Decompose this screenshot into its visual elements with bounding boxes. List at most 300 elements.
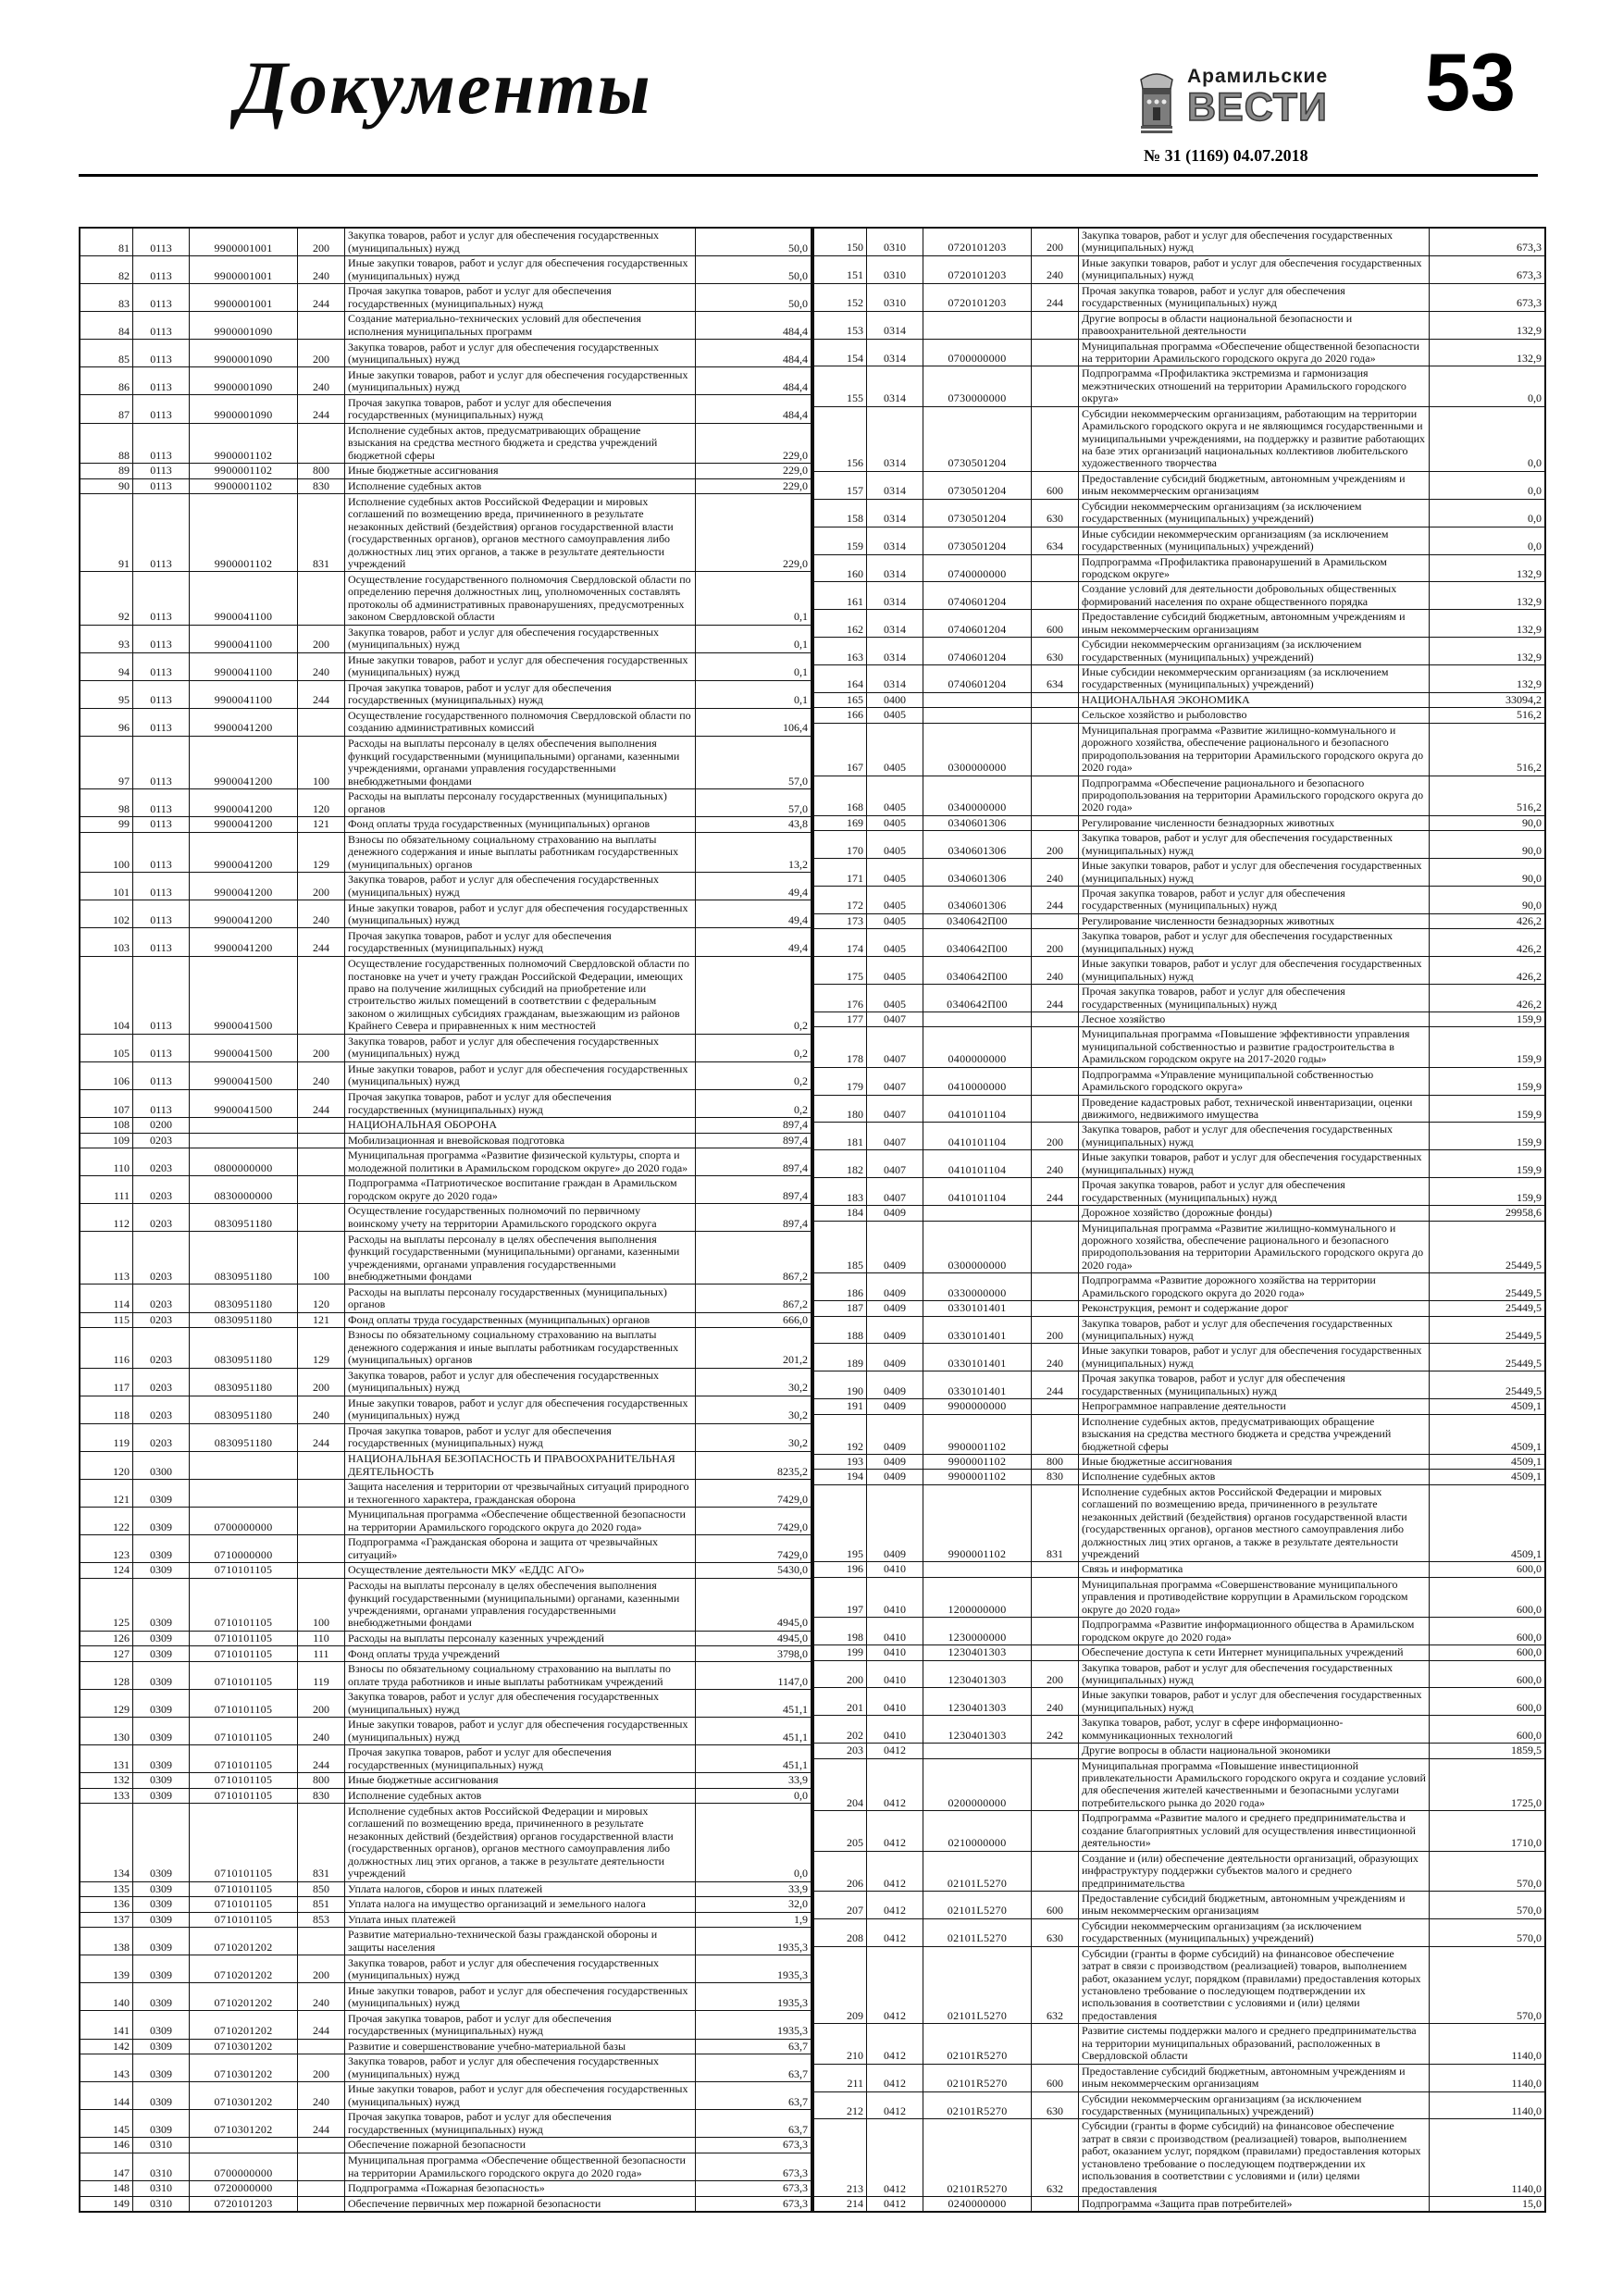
amount: 673,3 [1430, 228, 1546, 255]
row-number: 95 [80, 680, 133, 708]
expense-description: Подпрограмма «Развитие дорожного хозяйства на территории Арамильского городского округа до 2020 года» [1079, 1273, 1430, 1301]
target-item-code: 02101L5270 [923, 1891, 1032, 1918]
expense-type-code: 244 [1032, 1371, 1079, 1399]
target-item-code: 9900001102 [190, 478, 298, 494]
row-number: 175 [813, 957, 867, 985]
row-number: 91 [80, 494, 133, 572]
amount: 132,9 [1430, 582, 1546, 610]
row-number: 97 [80, 736, 133, 788]
expense-type-code: 200 [298, 873, 345, 900]
target-item-code: 0720101203 [190, 2196, 298, 2212]
amount: 201,2 [696, 1328, 812, 1369]
target-item-code [190, 1479, 298, 1507]
expense-type-code [298, 423, 345, 464]
target-item-code: 0210000000 [923, 1811, 1032, 1851]
expense-type-code [1032, 311, 1079, 339]
amount: 0,1 [696, 652, 812, 680]
section-code: 0309 [133, 1646, 190, 1662]
target-item-code: 0710101105 [190, 1773, 298, 1789]
target-item-code: 0710101105 [190, 1563, 298, 1579]
target-item-code: 0410101104 [923, 1123, 1032, 1150]
row-number: 180 [813, 1095, 867, 1123]
row-number: 208 [813, 1918, 867, 1946]
target-item-code [923, 1011, 1032, 1026]
target-item-code: 0700000000 [923, 339, 1032, 366]
section-code: 0309 [133, 1912, 190, 1928]
table-row [80, 1328, 812, 1369]
expense-description: Субсидии некоммерческим организациям (за исключением государственных (муниципальных) учреждений) [1079, 499, 1430, 527]
section-code: 0410 [867, 1562, 923, 1577]
row-number: 83 [80, 284, 133, 312]
expense-type-code [298, 1176, 345, 1204]
table-row [813, 1577, 1545, 1617]
table-row [80, 789, 812, 817]
expense-type-code [298, 1117, 345, 1133]
amount: 159,9 [1430, 1027, 1546, 1067]
expense-description: Исполнение судебных актов, предусматривающих обращение взыскания на средства местного бюджета и средства учреждений бюджетной сферы [345, 423, 696, 464]
expense-type-code: 600 [1032, 471, 1079, 499]
row-number: 165 [813, 692, 867, 707]
expense-description: Закупка товаров, работ и услуг для обеспечения государственных (муниципальных) нужд [345, 2054, 696, 2082]
expense-type-code: 200 [1032, 929, 1079, 957]
row-number: 206 [813, 1851, 867, 1891]
section-code: 0412 [867, 1744, 923, 1758]
section-code: 0412 [867, 2119, 923, 2197]
target-item-code: 0710101105 [190, 1912, 298, 1928]
expense-type-code: 244 [1032, 1178, 1079, 1206]
expense-description: Иные закупки товаров, работ и услуг для обеспечения государственных (муниципальных) нужд [345, 900, 696, 928]
section-code: 0113 [133, 284, 190, 312]
section-code: 0200 [133, 1117, 190, 1133]
row-number: 119 [80, 1423, 133, 1451]
table-row [813, 2064, 1545, 2091]
table-row [80, 1578, 812, 1631]
expense-description: Предоставление субсидий бюджетным, автономным учреждениям и иным некоммерческим организациям [1079, 1891, 1430, 1918]
table-row [80, 2082, 812, 2110]
table-row [80, 817, 812, 833]
expense-type-code [298, 2138, 345, 2153]
target-item-code [190, 1451, 298, 1479]
target-item-code: 1230401303 [923, 1716, 1032, 1744]
table-row [813, 1484, 1545, 1562]
target-item-code: 0740000000 [923, 554, 1032, 582]
target-item-code: 9900041500 [190, 1089, 298, 1117]
amount: 159,9 [1430, 1178, 1546, 1206]
amount: 7429,0 [696, 1508, 812, 1535]
expense-type-code: 121 [298, 817, 345, 833]
target-item-code: 9900041200 [190, 832, 298, 873]
amount: 0,1 [696, 625, 812, 652]
expense-description: Подпрограмма «Защита прав потребителей» [1079, 2197, 1430, 2213]
amount: 50,0 [696, 228, 812, 256]
amount: 1140,0 [1430, 2091, 1546, 2119]
target-item-code: 0410000000 [923, 1067, 1032, 1095]
section-code: 0407 [867, 1150, 923, 1178]
section-code: 0113 [133, 652, 190, 680]
amount: 63,7 [696, 2054, 812, 2082]
amount: 600,0 [1430, 1577, 1546, 1617]
expense-description: Исполнение судебных актов Российской Федерации и мировых соглашений по возмещению вреда, причиненного в результате незаконных действий (бездействия) органов государственной власти (государственных органов), органов местного самоуправления либо должностных лиц этих органов, а также в результате деятельности учреждений [1079, 1484, 1430, 1562]
amount: 8235,2 [696, 1451, 812, 1479]
row-number: 213 [813, 2119, 867, 2197]
amount: 1140,0 [1430, 2024, 1546, 2064]
expense-type-code: 634 [1032, 527, 1079, 554]
target-item-code: 0330101401 [923, 1301, 1032, 1316]
expense-type-code [1032, 1562, 1079, 1577]
table-row [813, 1206, 1545, 1221]
target-item-code: 9900001102 [190, 494, 298, 572]
expense-description: Исполнение судебных актов, предусматривающих обращение взыскания на средства местного бюджета и средства учреждений бюджетной сферы [1079, 1414, 1430, 1454]
expense-type-code: 244 [1032, 887, 1079, 914]
row-number: 96 [80, 708, 133, 736]
row-number: 173 [813, 913, 867, 928]
row-number: 89 [80, 464, 133, 479]
expense-description: Субсидии некоммерческим организациям (за исключением государственных (муниципальных) учреждений) [1079, 2091, 1430, 2119]
section-code: 0409 [867, 1221, 923, 1273]
expense-description: Иные закупки товаров, работ и услуг для обеспечения государственных (муниципальных) нужд [1079, 957, 1430, 985]
amount: 57,0 [696, 789, 812, 817]
expense-description: Субсидии некоммерческим организациям (за исключением государственных (муниципальных) учреждений) [1079, 638, 1430, 665]
expense-description: Иные бюджетные ассигнования [1079, 1454, 1430, 1469]
amount: 1140,0 [1430, 2119, 1546, 2197]
expense-description: Прочая закупка товаров, работ и услуг для обеспечения государственных (муниципальных) нужд [1079, 985, 1430, 1012]
expense-description: Иные закупки товаров, работ и услуг для обеспечения государственных (муниципальных) нужд [1079, 859, 1430, 887]
target-item-code: 0710301202 [190, 2039, 298, 2054]
row-number: 163 [813, 638, 867, 665]
section-code: 0309 [133, 1773, 190, 1789]
table-row [80, 1631, 812, 1646]
target-item-code: 0830951180 [190, 1328, 298, 1369]
expense-type-code: 120 [298, 1285, 345, 1312]
section-code: 0309 [133, 1508, 190, 1535]
table-row [80, 2196, 812, 2212]
section-code: 0409 [867, 1454, 923, 1469]
target-item-code: 0730501204 [923, 471, 1032, 499]
expense-type-code [298, 572, 345, 625]
table-row [80, 2039, 812, 2054]
amount: 132,9 [1430, 610, 1546, 638]
target-item-code: 0330000000 [923, 1273, 1032, 1301]
row-number: 118 [80, 1396, 133, 1423]
amount: 25449,5 [1430, 1301, 1546, 1316]
amount: 1140,0 [1430, 2064, 1546, 2091]
table-row [80, 1955, 812, 1983]
expense-description: Закупка товаров, работ, услуг в сфере информационно-коммуникационных технологий [1079, 1716, 1430, 1744]
amount: 0,1 [696, 680, 812, 708]
row-number: 204 [813, 1758, 867, 1811]
table-row [813, 471, 1545, 499]
amount: 229,0 [696, 478, 812, 494]
expense-type-code: 244 [298, 1089, 345, 1117]
row-number: 198 [813, 1618, 867, 1645]
row-number: 177 [813, 1011, 867, 1026]
expense-description: Расходы на выплаты персоналу в целях обеспечения выполнения функций государственными (муниципальными) органами, казенными учреждениями, органами управления государственными внебюджетными фондами [345, 736, 696, 788]
table-row [80, 956, 812, 1034]
section-code: 0412 [867, 2091, 923, 2119]
expense-type-code [1032, 1399, 1079, 1414]
target-item-code [923, 1744, 1032, 1758]
row-number: 106 [80, 1061, 133, 1089]
target-item-code: 0710101105 [190, 1631, 298, 1646]
amount: 484,4 [696, 367, 812, 395]
amount: 0,0 [696, 1788, 812, 1804]
section-code: 0410 [867, 1577, 923, 1617]
section-code: 0203 [133, 1396, 190, 1423]
amount: 229,0 [696, 423, 812, 464]
target-item-code: 02101L5270 [923, 1851, 1032, 1891]
expense-description: Исполнение судебных актов [1079, 1470, 1430, 1484]
amount: 7429,0 [696, 1479, 812, 1507]
table-row [813, 1946, 1545, 2024]
row-number: 170 [813, 831, 867, 859]
expense-description: Взносы по обязательному социальному страхованию на выплаты по оплате труда работников и иные выплаты работникам учреждений [345, 1661, 696, 1689]
target-item-code: 0300000000 [923, 1221, 1032, 1273]
amount: 1935,3 [696, 1955, 812, 1983]
row-number: 82 [80, 256, 133, 284]
row-number: 110 [80, 1148, 133, 1176]
expense-type-code [298, 2180, 345, 2196]
row-number: 207 [813, 1891, 867, 1918]
section-code: 0314 [867, 554, 923, 582]
expense-description: Иные закупки товаров, работ и услуг для обеспечения государственных (муниципальных) нужд [345, 652, 696, 680]
expense-description: Иные закупки товаров, работ и услуг для обеспечения государственных (муниципальных) нужд [345, 1396, 696, 1423]
target-item-code: 9900041500 [190, 956, 298, 1034]
row-number: 127 [80, 1646, 133, 1662]
target-item-code: 0340601306 [923, 887, 1032, 914]
section-code: 0309 [133, 1631, 190, 1646]
row-number: 187 [813, 1301, 867, 1316]
row-number: 116 [80, 1328, 133, 1369]
table-row [813, 1027, 1545, 1067]
section-code: 0314 [867, 638, 923, 665]
expense-description: Муниципальная программа «Обеспечение общественной безопасности на территории Арамильского городского округа до 2020 года» [345, 1508, 696, 1535]
expense-type-code [1032, 366, 1079, 406]
expense-type-code: 600 [1032, 610, 1079, 638]
table-row [80, 1285, 812, 1312]
table-row [80, 1396, 812, 1423]
table-row [80, 228, 812, 256]
table-row [813, 1011, 1545, 1026]
expense-type-code: 200 [298, 1690, 345, 1718]
expense-description: Исполнение судебных актов Российской Федерации и мировых соглашений по возмещению вреда, причиненного в результате незаконных действий (бездействия) органов государственной власти (государственных органов), органов местного самоуправления либо должностных лиц этих органов, а также в результате деятельности учреждений [345, 494, 696, 572]
issue-date-line: № 31 (1169) 04.07.2018 [1144, 146, 1308, 165]
table-row [813, 1811, 1545, 1851]
expense-description: Закупка товаров, работ и услуг для обеспечения государственных (муниципальных) нужд [345, 228, 696, 256]
expense-description: Осуществление государственных полномочий Свердловской области по постановке на учет и учету граждан Российской Федерации, имеющих право на получение жилищных субсидий на приобретение или строительство жилых помещений в соответствии с федеральным законом о жилищных субсидиях гражданам, выезжающим из районов Крайнего Севера и приравненных к ним местностей [345, 956, 696, 1034]
expense-type-code: 200 [298, 228, 345, 256]
table-row [80, 1423, 812, 1451]
expense-description: Исполнение судебных актов [345, 478, 696, 494]
row-number: 184 [813, 1206, 867, 1221]
table-row [813, 1758, 1545, 1811]
expense-type-code [298, 2153, 345, 2180]
target-item-code: 0710201202 [190, 1928, 298, 1955]
target-item-code [923, 311, 1032, 339]
expense-description: Дорожное хозяйство (дорожные фонды) [1079, 1206, 1430, 1221]
row-number: 128 [80, 1661, 133, 1689]
expense-type-code [298, 312, 345, 340]
table-row [80, 1061, 812, 1089]
brand-name-bottom: ВЕСТИ [1187, 85, 1328, 130]
amount: 867,2 [696, 1285, 812, 1312]
expense-description: Прочая закупка товаров, работ и услуг для обеспечения государственных (муниципальных) нужд [345, 1745, 696, 1773]
expense-description: Прочая закупка товаров, работ и услуг для обеспечения государственных (муниципальных) нужд [1079, 1371, 1430, 1399]
amount: 4945,0 [696, 1578, 812, 1631]
row-number: 105 [80, 1034, 133, 1061]
section-code: 0405 [867, 723, 923, 776]
amount: 897,4 [696, 1204, 812, 1232]
expense-description: Закупка товаров, работ и услуг для обеспечения государственных (муниципальных) нужд [345, 1034, 696, 1061]
row-number: 112 [80, 1204, 133, 1232]
section-code: 0409 [867, 1301, 923, 1316]
expense-type-code: 600 [1032, 2064, 1079, 2091]
table-row [813, 1123, 1545, 1150]
target-item-code: 0730501204 [923, 527, 1032, 554]
expense-type-code: 111 [298, 1646, 345, 1662]
amount: 0,0 [1430, 527, 1546, 554]
expense-description: Прочая закупка товаров, работ и услуг для обеспечения государственных (муниципальных) нужд [1079, 1178, 1430, 1206]
target-item-code: 0830000000 [190, 1176, 298, 1204]
target-item-code: 9900001102 [923, 1484, 1032, 1562]
expense-type-code: 830 [1032, 1470, 1079, 1484]
expense-type-code [1032, 406, 1079, 471]
section-code: 0113 [133, 256, 190, 284]
row-number: 137 [80, 1912, 133, 1928]
target-item-code: 9900041500 [190, 1034, 298, 1061]
expense-description: Предоставление субсидий бюджетным, автономным учреждениям и иным некоммерческим организациям [1079, 610, 1430, 638]
row-number: 134 [80, 1804, 133, 1881]
amount: 570,0 [1430, 1946, 1546, 2024]
expense-type-code [298, 1928, 345, 1955]
row-number: 102 [80, 900, 133, 928]
expense-type-code: 200 [1032, 1316, 1079, 1344]
target-item-code: 0340601306 [923, 831, 1032, 859]
amount: 451,1 [696, 1690, 812, 1718]
target-item-code: 0700000000 [190, 1508, 298, 1535]
section-code: 0407 [867, 1178, 923, 1206]
expense-type-code [1032, 339, 1079, 366]
amount: 49,4 [696, 873, 812, 900]
expense-description: Сельское хозяйство и рыболовство [1079, 708, 1430, 723]
amount: 600,0 [1430, 1716, 1546, 1744]
table-row [813, 1851, 1545, 1891]
row-number: 104 [80, 956, 133, 1034]
expense-type-code: 831 [298, 494, 345, 572]
section-code: 0203 [133, 1312, 190, 1328]
section-code: 0407 [867, 1095, 923, 1123]
table-row [813, 1645, 1545, 1660]
expense-description: Уплата налогов, сборов и иных платежей [345, 1881, 696, 1897]
expense-type-code: 244 [298, 2011, 345, 2039]
row-number: 122 [80, 1508, 133, 1535]
section-code: 0309 [133, 1788, 190, 1804]
expense-description: Закупка товаров, работ и услуг для обеспечения государственных (муниципальных) нужд [345, 625, 696, 652]
table-row [813, 1618, 1545, 1645]
table-row [80, 1232, 812, 1285]
amount: 49,4 [696, 900, 812, 928]
table-row [80, 1690, 812, 1718]
section-code: 0310 [133, 2138, 190, 2153]
row-number: 203 [813, 1744, 867, 1758]
expense-description: Закупка товаров, работ и услуг для обеспечения государственных (муниципальных) нужд [345, 1368, 696, 1396]
expense-type-code [298, 1479, 345, 1507]
expense-description: Осуществление деятельности МКУ «ЕДДС АГО» [345, 1563, 696, 1579]
section-code: 0309 [133, 2039, 190, 2054]
expense-type-code: 244 [298, 2110, 345, 2138]
expense-description: Мобилизационная и вневойсковая подготовка [345, 1133, 696, 1148]
expense-type-code: 630 [1032, 499, 1079, 527]
target-item-code: 0710101105 [190, 1578, 298, 1631]
target-item-code: 02101L5270 [923, 1946, 1032, 2024]
row-number: 141 [80, 2011, 133, 2039]
table-row [80, 1176, 812, 1204]
expense-type-code: 200 [298, 625, 345, 652]
expense-description: Лесное хозяйство [1079, 1011, 1430, 1026]
row-number: 101 [80, 873, 133, 900]
row-number: 185 [813, 1221, 867, 1273]
target-item-code: 0240000000 [923, 2197, 1032, 2213]
section-code: 0407 [867, 1027, 923, 1067]
expense-type-code: 110 [298, 1631, 345, 1646]
section-code: 0314 [867, 471, 923, 499]
target-item-code: 0340642П00 [923, 929, 1032, 957]
table-row [813, 1221, 1545, 1273]
target-item-code: 9900001090 [190, 367, 298, 395]
section-code: 0113 [133, 1061, 190, 1089]
expense-description: Реконструкция, ремонт и содержание дорог [1079, 1301, 1430, 1316]
row-number: 107 [80, 1089, 133, 1117]
amount: 897,4 [696, 1133, 812, 1148]
expense-description: Взносы по обязательному социальному страхованию на выплаты денежного содержания и иные выплаты работникам государственных (муниципальных) органов [345, 832, 696, 873]
expense-type-code [298, 708, 345, 736]
amount: 426,2 [1430, 913, 1546, 928]
target-item-code: 0730000000 [923, 366, 1032, 406]
section-code: 0405 [867, 957, 923, 985]
section-code: 0314 [867, 527, 923, 554]
section-code: 0113 [133, 789, 190, 817]
expense-type-code [298, 1535, 345, 1563]
section-code: 0412 [867, 2064, 923, 2091]
expense-description: Иные закупки товаров, работ и услуг для обеспечения государственных (муниципальных) нужд [345, 2082, 696, 2110]
section-code: 0410 [867, 1645, 923, 1660]
row-number: 126 [80, 1631, 133, 1646]
table-row [813, 283, 1545, 311]
expense-type-code: 240 [1032, 1150, 1079, 1178]
section-code: 0203 [133, 1148, 190, 1176]
amount: 1859,5 [1430, 1744, 1546, 1758]
amount: 159,9 [1430, 1123, 1546, 1150]
target-item-code: 0830951180 [190, 1232, 298, 1285]
section-code: 0203 [133, 1133, 190, 1148]
section-code: 0407 [867, 1067, 923, 1095]
row-number: 142 [80, 2039, 133, 2054]
row-number: 87 [80, 395, 133, 423]
row-number: 183 [813, 1178, 867, 1206]
expense-description: Муниципальная программа «Обеспечение общественной безопасности на территории Арамильского городского округа до 2020 года» [345, 2153, 696, 2180]
target-item-code: 0730501204 [923, 499, 1032, 527]
table-row [813, 255, 1545, 283]
amount: 63,7 [696, 2110, 812, 2138]
table-row [80, 1745, 812, 1773]
amount: 0,0 [696, 1804, 812, 1881]
amount: 30,2 [696, 1423, 812, 1451]
target-item-code: 0720000000 [190, 2180, 298, 2196]
amount: 673,3 [696, 2196, 812, 2212]
amount: 600,0 [1430, 1618, 1546, 1645]
expense-description: Прочая закупка товаров, работ и услуг для обеспечения государственных (муниципальных) нужд [345, 2110, 696, 2138]
table-row [80, 1773, 812, 1789]
row-number: 193 [813, 1454, 867, 1469]
